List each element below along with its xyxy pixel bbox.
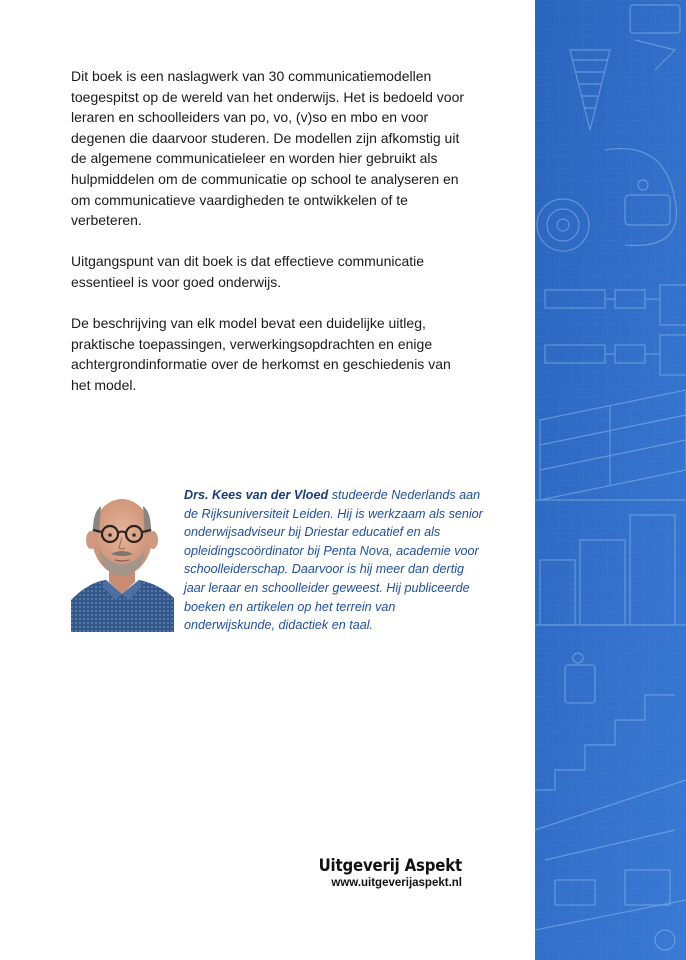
blurb-paragraph-1: Dit boek is een naslagwerk van 30 communicatiemodellen toegespitst op de wereld van het onderwijs. Het is bedoeld voor leraren en schoolleiders van po, vo, (v)so en mbo en voor degenen die daarvoor studeren. De modellen zijn afkomstig uit de algemene communicatieleer en worden hier gebruikt als hulpmiddelen om de communicatie op school te analyseren en om communicatieve vaardigheden te ontwikkelen of te verbeteren. <box>71 68 465 229</box>
decorative-blue-panel <box>535 0 686 960</box>
blurb-paragraph-2: Uitgangspunt van dit boek is dat effectieve communicatie essentieel is voor goed onderwijs. <box>71 253 425 290</box>
author-bio-text: studeerde Nederlands aan de Rijksuniversiteit Leiden. Hij is werkzaam als senior onderwijsadviseur bij Driestar educatief en als opleidingscoördinator bij Penta Nova, academie voor schoolleiderschap. Daarvoor is hij meer dan dertig jaar leraar en schoolleider geweest. Hij publiceerde boeken en artikelen op het terrein van onderwijskunde, didactiek en taal. <box>184 488 483 633</box>
blurb <box>71 66 471 416</box>
author-bio <box>184 486 484 635</box>
blurb-paragraph-3: De beschrijving van elk model bevat een duidelijke uitleg, praktische toepassingen, verwerkingsopdrachten en enige achtergrondinformatie over de herkomst en geschiedenis van het model. <box>71 315 451 393</box>
author-name: Drs. Kees van der Vloed <box>184 488 329 502</box>
publisher-url: www.uitgeverijaspekt.nl <box>331 877 462 889</box>
author-photo <box>71 482 174 632</box>
publisher-name: Uitgeverij Aspekt <box>318 856 462 876</box>
publisher-block <box>299 856 462 889</box>
